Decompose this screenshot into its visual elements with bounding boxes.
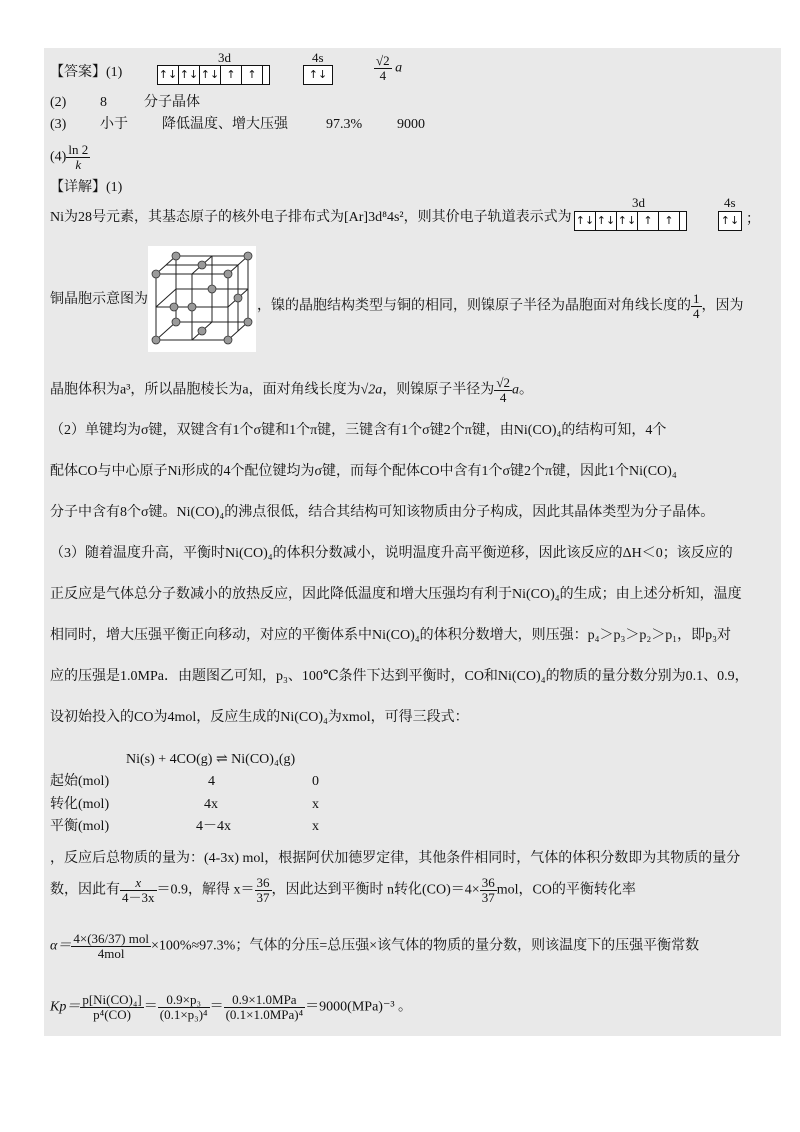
frac-den: p⁴(CO)	[93, 1007, 131, 1022]
frac-num: 4×(36/37) mol	[73, 931, 149, 946]
orbital-box: ↑↓	[308, 68, 328, 81]
s3-line-8	[50, 932, 699, 961]
detail-p1: Ni为28号元素，其基态原子的核外电子排布式为[Ar]3d⁸4s²，则其价电子轨道表示式为	[50, 210, 572, 225]
detail-p2-b-text: ，镍的晶胞结构类型与铜的相同，则镍原子半径为晶胞面对角线长度的	[257, 298, 691, 314]
frac-den: k	[75, 157, 82, 172]
frac-den: 37	[256, 890, 270, 905]
answer-3-b: 降低温度、增大压强	[162, 117, 288, 132]
eq-row-3-b: x	[312, 819, 319, 834]
answer-2-val: 8	[100, 95, 107, 110]
eq-row-2-b: x	[312, 797, 319, 812]
orbital-box: ↑↓	[575, 212, 596, 230]
frac-den: 4mol	[97, 946, 125, 961]
frac-den: 4	[379, 68, 387, 83]
orbital-box: ↑↓	[720, 214, 740, 227]
orbital-label-3d: 3d	[218, 50, 231, 65]
detail-p3-sqrt: √2a	[360, 382, 383, 398]
orbital-box: ↑↓	[617, 212, 638, 230]
frac-den: 4	[693, 306, 700, 321]
answer-4-num: (4)	[50, 149, 67, 165]
eq-row-3-a: 4－4x	[196, 819, 231, 834]
s3-l7-a: 数，因此有	[50, 882, 120, 898]
s3-line-2: 正反应是气体总分子数减小的放热反应，因此降低温度和增大压强均有利于Ni(CO)₄的生成；由上述分析知，温度	[50, 587, 742, 602]
orbital-label-4s: 4s	[312, 50, 324, 65]
s3-line-4: 应的压强是1.0MPa．由题图乙可知，p₃、100℃条件下达到平衡时，CO和Ni(CO)₄的物质的量分数分别为0.1、0.9，	[50, 669, 749, 684]
equation-header: Ni(s) + 4CO(g) ⇌ Ni(CO)₄(g)	[126, 752, 296, 767]
eq-row-2-a: 4x	[204, 797, 218, 812]
orbital-box: ↑	[638, 212, 659, 230]
orbital-box: ↑	[242, 66, 263, 84]
eq-row-3-label: 平衡(mol)	[50, 819, 110, 834]
frac-num: 0.9×1.0MPa	[224, 993, 306, 1008]
frac-den: 4	[499, 390, 507, 405]
orbital-box: ↑	[221, 66, 242, 84]
s2-line-1: （2）单键均为σ键，双键含有1个σ键和1个π键，三键含有1个σ键2个π键，由Ni(CO)₄的结构可知，4个	[50, 423, 667, 438]
detail-p1-end: ；	[746, 212, 760, 227]
eq-row-1-a: 4	[208, 774, 215, 789]
s3-l9-a: Kp＝	[50, 999, 81, 1015]
frac-num: x	[120, 876, 157, 891]
orbital-label-3d: 3d	[632, 195, 645, 210]
orbital-3d-boxes	[157, 65, 270, 85]
detail-p3-a: 晶胞体积为a³，所以晶胞棱长为a，面对角线长度为	[50, 382, 361, 398]
s2-line-3: 分子中含有8个σ键。Ni(CO)₄的沸点很低，结合其结构可知该物质由分子构成，因此其晶体类型为分子晶体。	[50, 505, 715, 520]
copper-unit-cell-icon	[148, 246, 256, 352]
orbital-box-filler	[263, 66, 269, 84]
answer-2-text: 分子晶体	[144, 95, 200, 110]
s3-l7-d: mol，CO的平衡转化率	[496, 882, 636, 898]
frac-num: p[Ni(CO)₄]	[82, 992, 142, 1007]
frac-den: (0.1×1.0MPa)⁴	[225, 1007, 304, 1022]
detail-p2-b	[257, 292, 744, 321]
orbital-box: ↑↓	[596, 212, 617, 230]
s3-l8-b: ×100%≈97.3%；气体的分压=总压强×该气体的物质的量分数，则该温度下的压强平衡常数	[150, 938, 700, 954]
orbital-box: ↑↓	[179, 66, 200, 84]
s3-line-7	[50, 876, 636, 905]
detail-p2-c: ，因为	[701, 298, 744, 314]
detail-p2-a: 铜晶胞示意图为	[50, 292, 148, 307]
detail-p3-b: ，则镍原子半径为	[382, 382, 495, 398]
s3-line-6: ，反应后总物质的量为：(4-3x) mol，根据阿伏加德罗定律，其他条件相同时，气体的体积分数即为其物质的量分	[50, 851, 741, 866]
answer-3-c: 97.3%	[326, 117, 363, 132]
orbital-box: ↑↓	[200, 66, 221, 84]
answer-2-num: (2)	[50, 95, 67, 110]
s3-l7-b: ＝0.9，解得 x＝	[156, 882, 255, 898]
s3-line-9: Kp＝ $\frac{\text{p[Ni(CO)₄]}}{\text{p⁴(CO)}}$ ＝ $\frac{\text{0.9×p₃}}{\text{(0.1×p₃)⁴}}$ ＝ $\frac{\text{0.9×1.0MPa}}{\text{(0.1×1.0MPa)⁴}}$ ＝9000(MPa)⁻³ 。	[50, 992, 413, 1022]
answer-label: 【答案】(1)	[50, 65, 123, 80]
detail-p3-end: 。	[518, 382, 533, 398]
frac-den: (0.1×p₃)⁴	[159, 1007, 208, 1022]
orbital-box: ↑↓	[158, 66, 179, 84]
eq-row-2-label: 转化(mol)	[50, 797, 110, 812]
eq-row-1-b: 0	[312, 774, 319, 789]
frac-den: 4－3x	[122, 890, 155, 905]
frac-var: a	[395, 60, 403, 76]
orbital-3d-boxes-detail	[574, 211, 687, 231]
eq-row-1-label: 起始(mol)	[50, 774, 110, 789]
orbital-box: ↑	[659, 212, 680, 230]
s3-line-5: 设初始投入的CO为4mol，反应生成的Ni(CO)₄为xmol，可得三段式：	[50, 710, 469, 725]
s3-l9-b: ＝9000(MPa)⁻³ 。	[305, 999, 413, 1015]
s3-line-1: （3）随着温度升高，平衡时Ni(CO)₄的体积分数减小，说明温度升高平衡逆移，因此该反应的ΔH＜0；该反应的	[50, 546, 733, 561]
frac-num: √2	[376, 53, 390, 68]
answer-3-a: 小于	[100, 117, 128, 132]
detail-heading: 【详解】(1)	[50, 180, 123, 195]
detail-p3-var: a	[511, 382, 519, 398]
answer-fraction	[374, 54, 402, 83]
detail-p3	[50, 376, 533, 405]
s3-l8-a: α＝	[50, 938, 72, 954]
answer-4	[50, 143, 90, 172]
frac-num: 0.9×p₃	[158, 993, 210, 1008]
s3-line-3: 相同时，增大压强平衡正向移动，对应的平衡体系中Ni(CO)₄的体积分数增大，则压强：p₄＞p₃＞p₂＞p₁，即p₃对	[50, 628, 732, 643]
answer-3-d: 9000	[397, 117, 425, 132]
orbital-box-filler	[680, 212, 686, 230]
frac-num: 36	[256, 875, 270, 890]
frac-num: 36	[481, 875, 495, 890]
frac-num: 1	[693, 291, 700, 306]
s3-l7-c: ，因此达到平衡时 n转化(CO)＝4×	[271, 882, 480, 898]
answer-3-num: (3)	[50, 117, 67, 132]
frac-num: √2	[496, 375, 510, 390]
orbital-label-4s: 4s	[724, 195, 736, 210]
orbital-4s-boxes	[303, 65, 333, 85]
frac-den: 37	[481, 890, 495, 905]
orbital-4s-boxes-detail	[718, 211, 742, 231]
frac-num: ln 2	[68, 142, 89, 157]
s2-line-2: 配体CO与中心原子Ni形成的4个配位键均为σ键，而每个配体CO中含有1个σ键2个π键，因此1个Ni(CO)₄	[50, 464, 677, 479]
